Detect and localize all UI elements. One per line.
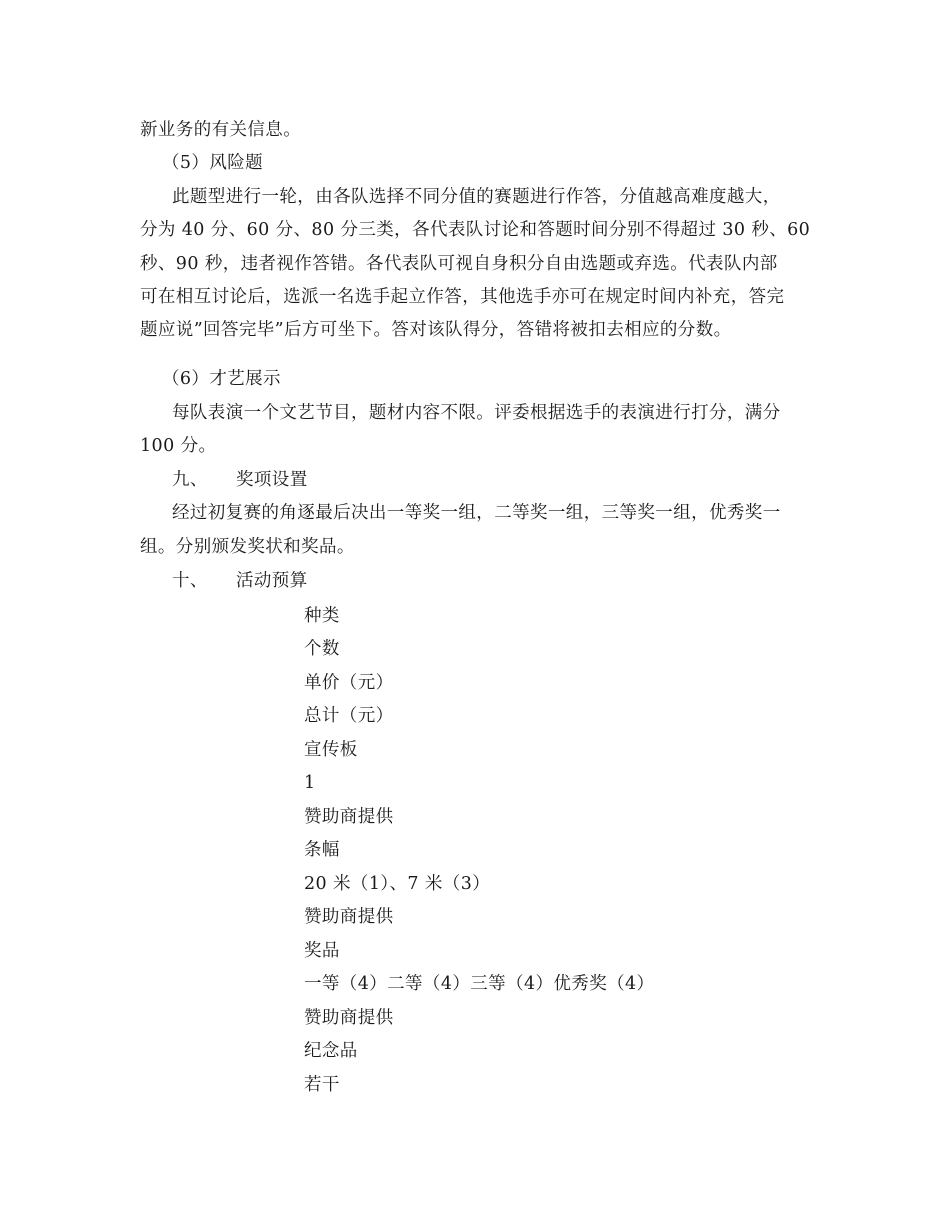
- budget-cell: 奖品: [304, 941, 340, 961]
- paragraph-continued: 新业务的有关信息。: [140, 120, 302, 140]
- section-6-line-1: 每队表演一个文艺节目，题材内容不限。评委根据选手的表演进行打分，满分: [172, 403, 781, 423]
- section-6-line-2: 100 分。: [140, 436, 217, 456]
- section-5-line-3: 秒、90 秒，违者视作答错。各代表队可视自身积分自由选题或弃选。代表队内部: [140, 254, 778, 274]
- section-5-line-2: 分为 40 分、60 分、80 分三类，各代表队讨论和答题时间分别不得超过 30 秒、60: [140, 220, 811, 240]
- budget-cell: 1: [304, 773, 316, 793]
- section-10-number: 十、: [172, 571, 208, 591]
- budget-cell: 种类: [304, 606, 340, 626]
- budget-cell: 条幅: [304, 840, 340, 860]
- budget-cell: 一等（4）二等（4）三等（4）优秀奖（4）: [304, 974, 655, 994]
- budget-cell: 纪念品: [304, 1041, 358, 1061]
- section-10-heading: [172, 565, 852, 598]
- section-9-line-2: 组。分别颁发奖状和奖品。: [140, 537, 355, 557]
- section-9-heading: [172, 464, 852, 497]
- section-5-line-5: 题应说”回答完毕”后方可坐下。答对该队得分，答错将被扣去相应的分数。: [140, 320, 732, 340]
- budget-cell: 若干: [304, 1075, 340, 1095]
- section-9-title: 奖项设置: [236, 470, 308, 490]
- budget-cell: 宣传板: [304, 740, 358, 760]
- section-5-line-1: 此题型进行一轮，由各队选择不同分值的赛题进行作答，分值越高难度越大，: [172, 187, 781, 207]
- budget-cell: 20 米（1）、7 米（3）: [304, 874, 491, 894]
- budget-cell: 赞助商提供: [304, 907, 394, 927]
- budget-cell: 个数: [304, 639, 340, 659]
- section-9-number: 九、: [172, 470, 208, 490]
- section-5-line-4: 可在相互讨论后，选派一名选手起立作答，其他选手亦可在规定时间内补充，答完: [140, 287, 785, 307]
- section-10-title: 活动预算: [236, 571, 308, 591]
- budget-cell: 总计（元）: [304, 706, 394, 726]
- section-9-line-1: 经过初复赛的角逐最后决出一等奖一组，二等奖一组，三等奖一组，优秀奖一: [172, 503, 781, 523]
- budget-cell: 赞助商提供: [304, 807, 394, 827]
- section-6-title: （6）才艺展示: [162, 369, 281, 389]
- budget-cell: 单价（元）: [304, 673, 394, 693]
- section-5-title: （5）风险题: [162, 153, 264, 173]
- budget-cell: 赞助商提供: [304, 1008, 394, 1028]
